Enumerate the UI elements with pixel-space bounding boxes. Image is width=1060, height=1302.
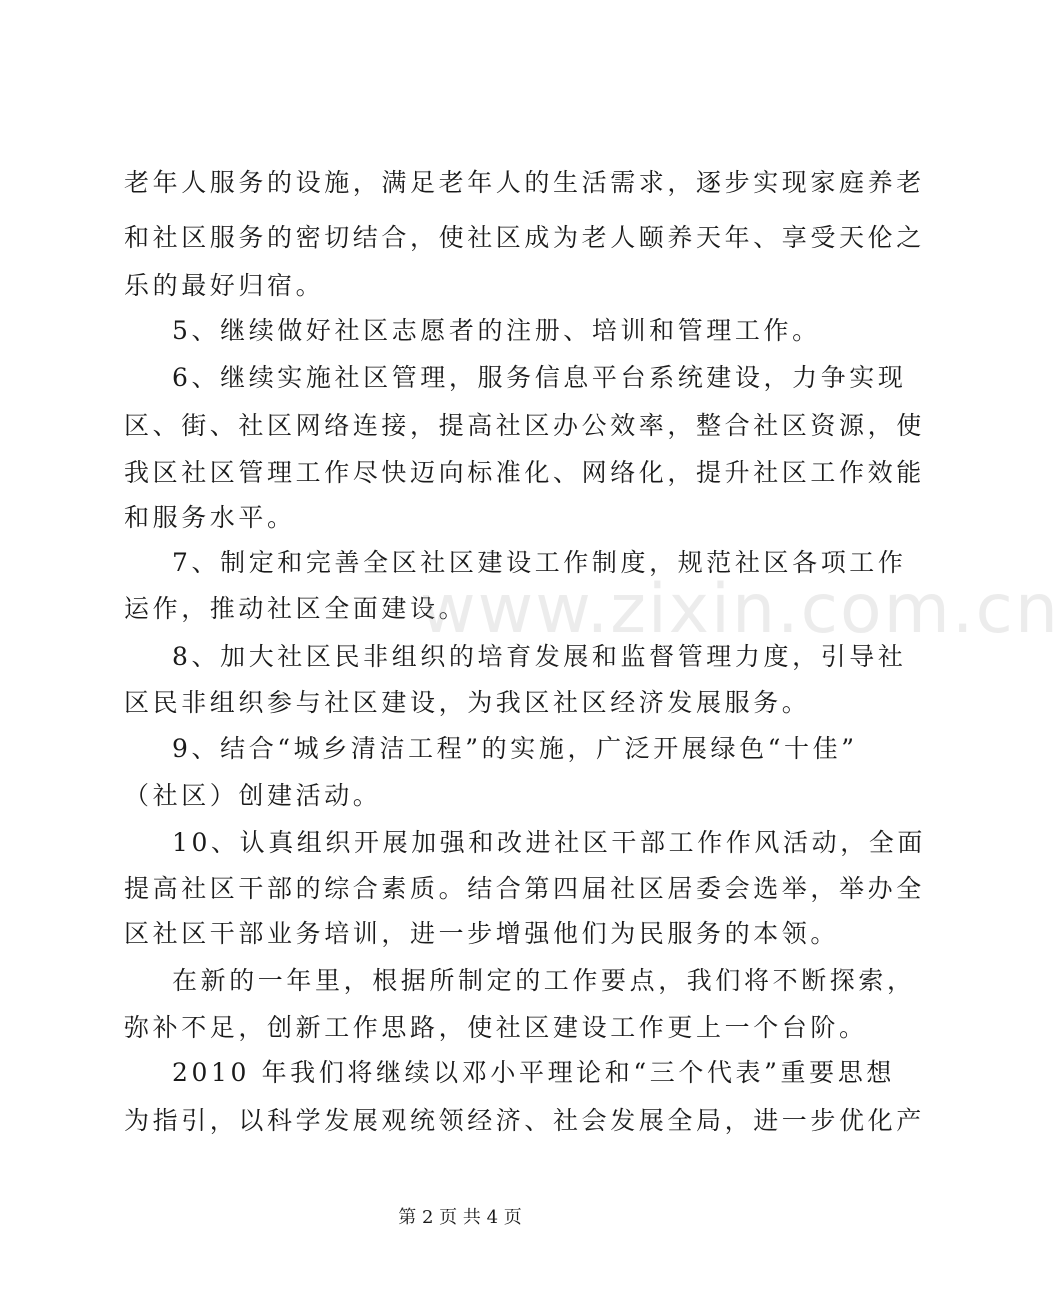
text-line: 在新的一年里，根据所制定的工作要点，我们将不断探索，	[172, 966, 916, 995]
text-line: 8、加大社区民非组织的培育发展和监督管理力度，引导社	[172, 642, 907, 671]
watermark: www.zixin.com.cn	[420, 570, 1060, 649]
text-line: 7、制定和完善全区社区建设工作制度，规范社区各项工作	[172, 548, 907, 577]
text-line: 弥补不足，创新工作思路，使社区建设工作更上一个台阶。	[124, 1013, 868, 1042]
text-line: 2010 年我们将继续以邓小平理论和“三个代表”重要思想	[172, 1058, 895, 1087]
text-line: 我区社区管理工作尽快迈向标准化、网络化，提升社区工作效能	[124, 458, 925, 487]
text-line: 10、认真组织开展加强和改进社区干部工作作风活动，全面	[172, 828, 927, 857]
text-line: 运作，推动社区全面建设。	[124, 594, 468, 623]
text-line: 区社区干部业务培训，进一步增强他们为民服务的本领。	[124, 919, 840, 948]
text-line: 6、继续实施社区管理，服务信息平台系统建设，力争实现	[172, 363, 907, 392]
text-line: 和社区服务的密切结合，使社区成为老人颐养天年、享受天伦之	[124, 223, 925, 252]
text-line: 乐的最好归宿。	[124, 271, 325, 300]
page-footer: 第 2 页 共 4 页	[398, 1207, 522, 1228]
text-line: （社区）创建活动。	[124, 781, 382, 810]
text-line: 老年人服务的设施，满足老年人的生活需求，逐步实现家庭养老	[124, 168, 925, 197]
text-line: 提高社区干部的综合素质。结合第四届社区居委会选举，举办全	[124, 874, 925, 903]
text-line: 区、街、社区网络连接，提高社区办公效率，整合社区资源，使	[124, 411, 925, 440]
text-line: 9、结合“城乡清洁工程”的实施，广泛开展绿色“十佳”	[172, 734, 858, 763]
text-line: 为指引，以科学发展观统领经济、社会发展全局，进一步优化产	[124, 1106, 925, 1135]
text-line: 和服务水平。	[124, 503, 296, 532]
text-line: 区民非组织参与社区建设，为我区社区经济发展服务。	[124, 688, 811, 717]
text-line: 5、继续做好社区志愿者的注册、培训和管理工作。	[172, 316, 821, 345]
